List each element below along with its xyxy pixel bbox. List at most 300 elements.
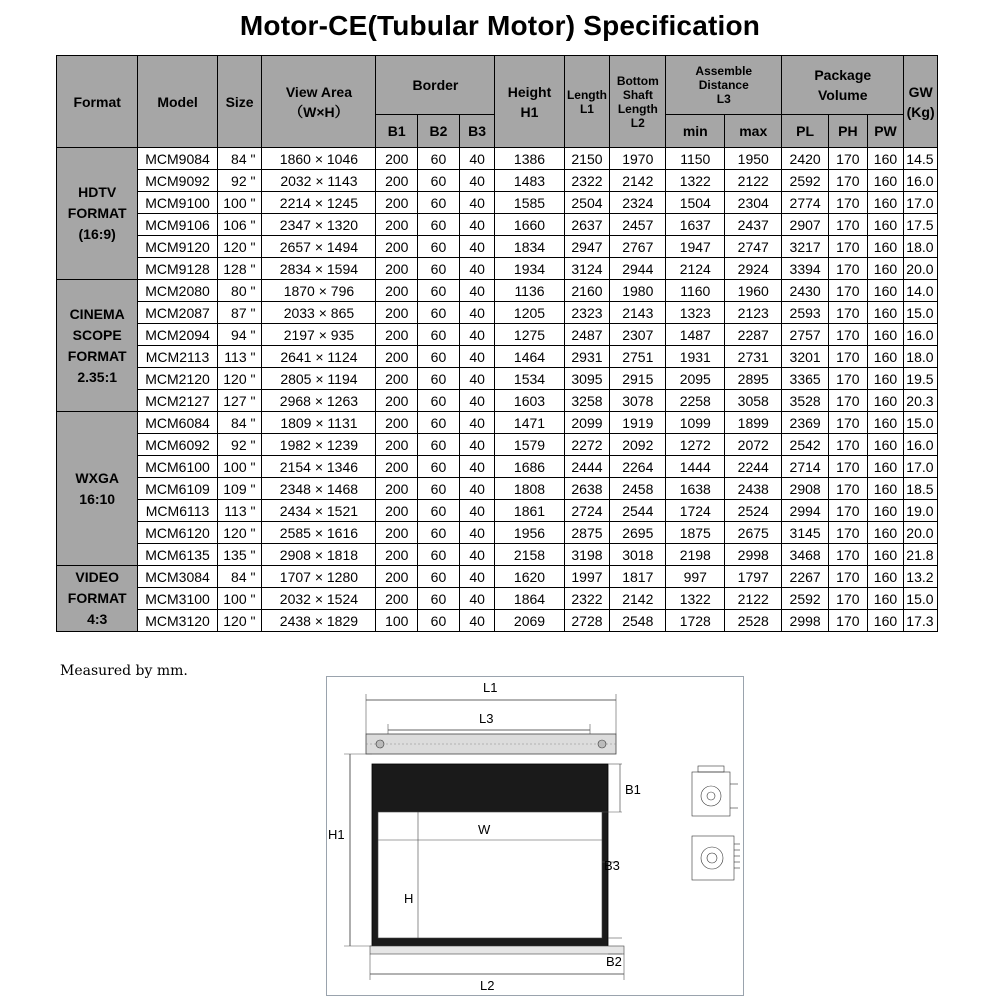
header-bottom-shaft-1: Bottom: [616, 73, 659, 88]
cell-bottom-shaft-l2: 2324: [610, 192, 666, 214]
cell-b1: 200: [376, 236, 418, 258]
cell-package-pl: 2369: [782, 412, 829, 434]
table-row: [57, 566, 938, 588]
cell-package-ph: 170: [829, 324, 868, 346]
format-group-line: (16:9): [78, 226, 116, 242]
cell-length-l1: 2504: [564, 192, 610, 214]
cell-view-area: 2197 × 935: [262, 324, 376, 346]
cell-package-pl: 2908: [782, 478, 829, 500]
cell-bottom-shaft-l2: 2092: [610, 434, 666, 456]
spec-table: [56, 55, 938, 632]
cell-length-l1: 2637: [564, 214, 610, 236]
cell-view-area: 2214 × 1245: [262, 192, 376, 214]
cell-b3: 40: [459, 478, 495, 500]
cell-gw: 18.5: [904, 478, 938, 500]
cell-assemble-min: 997: [666, 566, 725, 588]
cell-view-area: 1707 × 1280: [262, 566, 376, 588]
cell-bottom-shaft-l2: 2458: [610, 478, 666, 500]
header-max: max: [725, 115, 782, 148]
cell-package-pw: 160: [867, 434, 904, 456]
cell-length-l1: 2322: [564, 588, 610, 610]
cell-package-ph: 170: [829, 500, 868, 522]
label-h: H: [404, 891, 414, 906]
cell-b1: 200: [376, 478, 418, 500]
header-assemble-2: Distance: [698, 78, 749, 92]
label-h1: H1: [328, 827, 345, 842]
cell-assemble-min: 2124: [666, 258, 725, 280]
cell-length-l1: 2099: [564, 412, 610, 434]
table-row: [57, 544, 938, 566]
cell-package-pl: 2267: [782, 566, 829, 588]
cell-bottom-shaft-l2: 2695: [610, 522, 666, 544]
cell-b3: 40: [459, 302, 495, 324]
cell-height-h1: 1660: [495, 214, 564, 236]
cell-height-h1: 2069: [495, 610, 564, 632]
cell-bottom-shaft-l2: 2142: [610, 588, 666, 610]
cell-b3: 40: [459, 544, 495, 566]
cell-package-pw: 160: [867, 456, 904, 478]
cell-assemble-min: 1931: [666, 346, 725, 368]
table-row: [57, 280, 938, 302]
cell-model: MCM6092: [138, 434, 217, 456]
cell-package-pw: 160: [867, 566, 904, 588]
header-b3: B3: [459, 115, 495, 148]
table-row: [57, 302, 938, 324]
cell-package-pl: 3528: [782, 390, 829, 412]
cell-bottom-shaft-l2: 2944: [610, 258, 666, 280]
cell-model: MCM2127: [138, 390, 217, 412]
header-length: [564, 56, 610, 148]
header-border: Border: [376, 56, 495, 115]
cell-package-pl: 3145: [782, 522, 829, 544]
cell-assemble-max: 2747: [725, 236, 782, 258]
cell-assemble-max: 2524: [725, 500, 782, 522]
cell-assemble-max: 2528: [725, 610, 782, 632]
cell-size: 92 ": [217, 434, 262, 456]
cell-model: MCM9100: [138, 192, 217, 214]
label-b2: B2: [606, 954, 622, 969]
cell-package-pw: 160: [867, 302, 904, 324]
cell-view-area: 2032 × 1524: [262, 588, 376, 610]
cell-package-ph: 170: [829, 368, 868, 390]
cell-assemble-max: 1950: [725, 148, 782, 170]
cell-model: MCM9084: [138, 148, 217, 170]
cell-length-l1: 3124: [564, 258, 610, 280]
header-package-2: Volume: [818, 87, 868, 103]
cell-gw: 15.0: [904, 412, 938, 434]
cell-size: 113 ": [217, 346, 262, 368]
format-group-cell: [57, 280, 138, 412]
cell-view-area: 2834 × 1594: [262, 258, 376, 280]
cell-assemble-min: 1638: [666, 478, 725, 500]
cell-length-l1: 2728: [564, 610, 610, 632]
cell-assemble-min: 1504: [666, 192, 725, 214]
header-bottom-shaft: [610, 56, 666, 148]
table-row: [57, 500, 938, 522]
cell-model: MCM2113: [138, 346, 217, 368]
header-gw-1: GW: [908, 83, 933, 100]
header-ph: PH: [829, 115, 868, 148]
cell-length-l1: 3258: [564, 390, 610, 412]
cell-package-pw: 160: [867, 610, 904, 632]
cell-package-pw: 160: [867, 544, 904, 566]
cell-size: 128 ": [217, 258, 262, 280]
cell-package-pl: 2907: [782, 214, 829, 236]
cell-length-l1: 2931: [564, 346, 610, 368]
header-pl: PL: [782, 115, 829, 148]
cell-length-l1: 2638: [564, 478, 610, 500]
cell-gw: 17.5: [904, 214, 938, 236]
cell-assemble-max: 2731: [725, 346, 782, 368]
cell-package-ph: 170: [829, 610, 868, 632]
cell-b2: 60: [418, 566, 460, 588]
cell-view-area: 2641 × 1124: [262, 346, 376, 368]
cell-b2: 60: [418, 280, 460, 302]
cell-height-h1: 1275: [495, 324, 564, 346]
cell-assemble-min: 1099: [666, 412, 725, 434]
cell-package-pl: 2774: [782, 192, 829, 214]
cell-b3: 40: [459, 456, 495, 478]
cell-length-l1: 1997: [564, 566, 610, 588]
cell-model: MCM2080: [138, 280, 217, 302]
cell-height-h1: 1386: [495, 148, 564, 170]
cell-b1: 200: [376, 390, 418, 412]
cell-b3: 40: [459, 148, 495, 170]
cell-package-pl: 2994: [782, 500, 829, 522]
cell-gw: 19.0: [904, 500, 938, 522]
header-view-area: [262, 56, 376, 148]
cell-b1: 200: [376, 192, 418, 214]
header-bottom-shaft-2: Shaft: [622, 87, 653, 102]
cell-package-ph: 170: [829, 566, 868, 588]
cell-assemble-max: 1797: [725, 566, 782, 588]
format-group-line: WXGA: [75, 469, 119, 486]
cell-height-h1: 1585: [495, 192, 564, 214]
cell-b2: 60: [418, 478, 460, 500]
cell-model: MCM9128: [138, 258, 217, 280]
header-package-volume: [782, 56, 904, 115]
cell-assemble-min: 2258: [666, 390, 725, 412]
cell-size: 109 ": [217, 478, 262, 500]
cell-bottom-shaft-l2: 1980: [610, 280, 666, 302]
cell-height-h1: 1579: [495, 434, 564, 456]
cell-b2: 60: [418, 258, 460, 280]
cell-length-l1: 3095: [564, 368, 610, 390]
table-row: [57, 346, 938, 368]
cell-assemble-min: 1728: [666, 610, 725, 632]
bracket-left-icon: [376, 740, 384, 748]
cell-bottom-shaft-l2: 1970: [610, 148, 666, 170]
cell-view-area: 2585 × 1616: [262, 522, 376, 544]
cell-model: MCM6100: [138, 456, 217, 478]
screen-dimension-diagram: [326, 676, 744, 996]
cell-view-area: 2434 × 1521: [262, 500, 376, 522]
cell-size: 94 ": [217, 324, 262, 346]
cell-view-area: 2032 × 1143: [262, 170, 376, 192]
cell-b1: 200: [376, 544, 418, 566]
cell-assemble-min: 1322: [666, 588, 725, 610]
cell-b1: 200: [376, 346, 418, 368]
cell-length-l1: 2487: [564, 324, 610, 346]
cell-height-h1: 2158: [495, 544, 564, 566]
cell-bottom-shaft-l2: 2143: [610, 302, 666, 324]
cell-gw: 14.5: [904, 148, 938, 170]
cell-model: MCM6113: [138, 500, 217, 522]
cell-b3: 40: [459, 170, 495, 192]
cell-bottom-shaft-l2: 2548: [610, 610, 666, 632]
cell-package-ph: 170: [829, 170, 868, 192]
cell-gw: 21.8: [904, 544, 938, 566]
cell-assemble-min: 1444: [666, 456, 725, 478]
table-row: [57, 170, 938, 192]
table-row: [57, 390, 938, 412]
cell-b1: 200: [376, 412, 418, 434]
header-gw-2: (Kg): [906, 103, 935, 120]
cell-height-h1: 1834: [495, 236, 564, 258]
cell-b1: 200: [376, 566, 418, 588]
cell-package-pl: 3468: [782, 544, 829, 566]
measurement-note: Measured by mm.: [60, 663, 188, 679]
format-group-cell: [57, 566, 138, 632]
header-assemble-distance: [666, 56, 782, 115]
cell-size: 84 ": [217, 412, 262, 434]
cell-gw: 20.0: [904, 522, 938, 544]
cell-size: 120 ": [217, 610, 262, 632]
cell-package-pl: 2592: [782, 170, 829, 192]
format-group-cell: [57, 412, 138, 566]
cell-b2: 60: [418, 148, 460, 170]
cell-assemble-max: 1899: [725, 412, 782, 434]
cell-view-area: 1809 × 1131: [262, 412, 376, 434]
cell-view-area: 2438 × 1829: [262, 610, 376, 632]
table-row: [57, 522, 938, 544]
cell-bottom-shaft-l2: 3078: [610, 390, 666, 412]
cell-b3: 40: [459, 258, 495, 280]
cell-gw: 16.0: [904, 170, 938, 192]
cell-view-area: 2805 × 1194: [262, 368, 376, 390]
cell-b1: 200: [376, 170, 418, 192]
header-assemble-3: L3: [716, 92, 731, 106]
cell-assemble-max: 2675: [725, 522, 782, 544]
cell-assemble-max: 2123: [725, 302, 782, 324]
cell-height-h1: 1686: [495, 456, 564, 478]
cell-package-pw: 160: [867, 412, 904, 434]
cell-bottom-shaft-l2: 2767: [610, 236, 666, 258]
cell-size: 127 ": [217, 390, 262, 412]
table-row: [57, 610, 938, 632]
cell-b3: 40: [459, 280, 495, 302]
cell-bottom-shaft-l2: 2751: [610, 346, 666, 368]
cell-assemble-min: 1637: [666, 214, 725, 236]
cell-model: MCM9106: [138, 214, 217, 236]
bottom-bar: [370, 946, 624, 954]
cell-gw: 17.3: [904, 610, 938, 632]
cell-b2: 60: [418, 588, 460, 610]
cell-b3: 40: [459, 214, 495, 236]
cell-b3: 40: [459, 588, 495, 610]
cell-model: MCM2087: [138, 302, 217, 324]
header-bottom-shaft-3: Length: [617, 101, 658, 116]
cell-package-pl: 2592: [782, 588, 829, 610]
cell-size: 84 ": [217, 148, 262, 170]
cell-package-pl: 2714: [782, 456, 829, 478]
cell-b1: 200: [376, 522, 418, 544]
cell-package-pl: 2542: [782, 434, 829, 456]
cell-height-h1: 1471: [495, 412, 564, 434]
cell-b3: 40: [459, 236, 495, 258]
cell-b2: 60: [418, 346, 460, 368]
table-row: [57, 478, 938, 500]
header-height: [495, 56, 564, 148]
cell-gw: 20.0: [904, 258, 938, 280]
cell-b1: 200: [376, 588, 418, 610]
page-title: Motor-CE(Tubular Motor) Specification: [239, 10, 761, 41]
cell-model: MCM9120: [138, 236, 217, 258]
cell-package-pw: 160: [867, 346, 904, 368]
cell-b2: 60: [418, 456, 460, 478]
cell-b3: 40: [459, 610, 495, 632]
cell-b1: 200: [376, 456, 418, 478]
cell-package-ph: 170: [829, 456, 868, 478]
cell-size: 135 ": [217, 544, 262, 566]
table-row: [57, 148, 938, 170]
cell-b1: 200: [376, 368, 418, 390]
cell-gw: 18.0: [904, 346, 938, 368]
cell-b1: 200: [376, 148, 418, 170]
cell-size: 100 ": [217, 456, 262, 478]
format-group-line: 4:3: [87, 611, 108, 627]
cell-b3: 40: [459, 390, 495, 412]
cell-b3: 40: [459, 566, 495, 588]
cell-b3: 40: [459, 368, 495, 390]
cell-package-pl: 2593: [782, 302, 829, 324]
cell-view-area: 2348 × 1468: [262, 478, 376, 500]
header-size: Size: [217, 56, 262, 148]
cell-b2: 60: [418, 214, 460, 236]
cell-assemble-max: 2998: [725, 544, 782, 566]
header-format: Format: [57, 56, 138, 148]
cell-assemble-max: 2122: [725, 170, 782, 192]
cell-gw: 13.2: [904, 566, 938, 588]
cell-length-l1: 2272: [564, 434, 610, 456]
cell-package-pl: 2420: [782, 148, 829, 170]
header-pw: PW: [867, 115, 904, 148]
format-group-line: FORMAT: [67, 205, 127, 221]
cell-bottom-shaft-l2: 2915: [610, 368, 666, 390]
cell-package-pw: 160: [867, 148, 904, 170]
cell-assemble-min: 1947: [666, 236, 725, 258]
cell-assemble-max: 2304: [725, 192, 782, 214]
cell-package-pw: 160: [867, 324, 904, 346]
header-model: Model: [138, 56, 217, 148]
cell-gw: 19.5: [904, 368, 938, 390]
format-group-line: FORMAT: [67, 590, 127, 606]
cell-bottom-shaft-l2: 1919: [610, 412, 666, 434]
cell-view-area: 1870 × 796: [262, 280, 376, 302]
format-group-line: FORMAT: [67, 347, 127, 364]
cell-b2: 60: [418, 390, 460, 412]
cell-b3: 40: [459, 434, 495, 456]
cell-package-pw: 160: [867, 236, 904, 258]
cell-package-ph: 170: [829, 346, 868, 368]
cell-package-ph: 170: [829, 192, 868, 214]
cell-package-pw: 160: [867, 500, 904, 522]
cell-bottom-shaft-l2: 2142: [610, 170, 666, 192]
cell-height-h1: 1534: [495, 368, 564, 390]
cell-b3: 40: [459, 346, 495, 368]
cell-length-l1: 2444: [564, 456, 610, 478]
cell-size: 113 ": [217, 500, 262, 522]
cell-package-ph: 170: [829, 478, 868, 500]
cell-model: MCM6120: [138, 522, 217, 544]
cell-package-ph: 170: [829, 390, 868, 412]
table-row: [57, 588, 938, 610]
cell-height-h1: 1861: [495, 500, 564, 522]
cell-assemble-max: 2244: [725, 456, 782, 478]
cell-view-area: 2033 × 865: [262, 302, 376, 324]
cell-bottom-shaft-l2: 2264: [610, 456, 666, 478]
cell-assemble-min: 1323: [666, 302, 725, 324]
cell-package-ph: 170: [829, 302, 868, 324]
cell-b3: 40: [459, 324, 495, 346]
cell-length-l1: 2323: [564, 302, 610, 324]
spec-table-body: [57, 148, 938, 632]
cell-b2: 60: [418, 368, 460, 390]
cell-assemble-max: 2924: [725, 258, 782, 280]
cell-assemble-min: 1487: [666, 324, 725, 346]
cell-model: MCM2120: [138, 368, 217, 390]
cell-length-l1: 2947: [564, 236, 610, 258]
cell-height-h1: 1464: [495, 346, 564, 368]
cell-height-h1: 1620: [495, 566, 564, 588]
cell-assemble-max: 3058: [725, 390, 782, 412]
cell-b1: 100: [376, 610, 418, 632]
cell-size: 100 ": [217, 588, 262, 610]
cell-assemble-max: 2438: [725, 478, 782, 500]
cell-size: 106 ": [217, 214, 262, 236]
cell-bottom-shaft-l2: 2307: [610, 324, 666, 346]
cell-gw: 16.0: [904, 434, 938, 456]
cell-b2: 60: [418, 170, 460, 192]
cell-assemble-min: 1150: [666, 148, 725, 170]
cell-assemble-min: 1160: [666, 280, 725, 302]
cell-bottom-shaft-l2: 3018: [610, 544, 666, 566]
cell-b2: 60: [418, 236, 460, 258]
cell-package-ph: 170: [829, 412, 868, 434]
cell-gw: 18.0: [904, 236, 938, 258]
format-group-line: 16:10: [79, 490, 116, 507]
cell-model: MCM9092: [138, 170, 217, 192]
format-group-line: CINEMA: [69, 305, 125, 322]
cell-height-h1: 1603: [495, 390, 564, 412]
table-row: [57, 412, 938, 434]
cell-height-h1: 1136: [495, 280, 564, 302]
cell-package-pl: 2430: [782, 280, 829, 302]
bracket-right-icon: [598, 740, 606, 748]
table-row: [57, 324, 938, 346]
cell-b3: 40: [459, 412, 495, 434]
cell-gw: 15.0: [904, 302, 938, 324]
cell-model: MCM6084: [138, 412, 217, 434]
cell-package-pw: 160: [867, 214, 904, 236]
table-row: [57, 456, 938, 478]
cell-package-ph: 170: [829, 214, 868, 236]
header-gw: [904, 56, 938, 148]
cell-package-ph: 170: [829, 544, 868, 566]
cell-assemble-min: 2198: [666, 544, 725, 566]
cell-b2: 60: [418, 324, 460, 346]
cell-assemble-max: 2287: [725, 324, 782, 346]
